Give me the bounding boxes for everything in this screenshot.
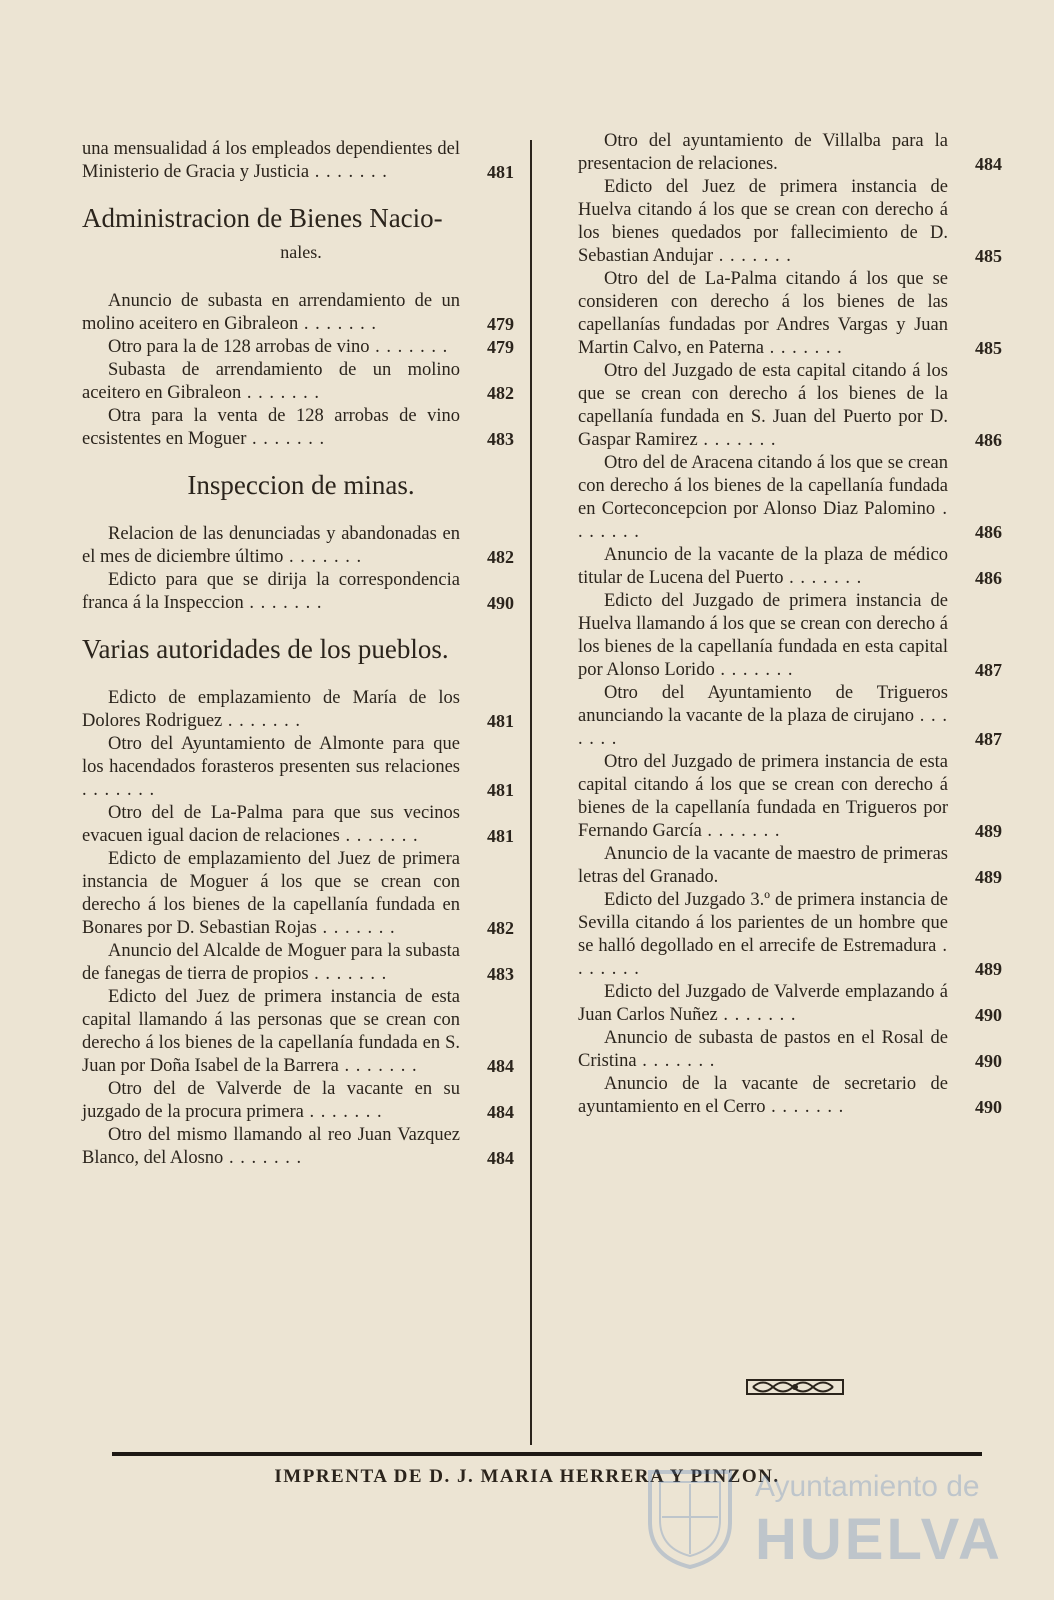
- index-entry: [82, 359, 520, 405]
- index-entry: [82, 733, 520, 802]
- entry-text: Anuncio de subasta en arrendamiento de un molino aceitero en Gibraleon . . .: [82, 290, 460, 336]
- page-number: 486: [975, 568, 1002, 588]
- entry-text: Edicto del Juez de primera instancia de Huelva citando á los que se crean con derecho á los bienes quedados por fallecimiento de D. Sebastian Andujar . . .: [578, 176, 948, 268]
- page-number: 483: [487, 964, 514, 984]
- page-number: 486: [975, 522, 1002, 542]
- entry-text: Edicto del Juzgado 3.º de primera instancia de Sevilla citando á los parientes de un hombre que se halló degollado en el arrecife de Estremadura . . .: [578, 889, 948, 981]
- index-entry: [578, 1073, 1008, 1119]
- page-number: 481: [487, 780, 514, 800]
- entry-text: Edicto de emplazamiento del Juez de primera instancia de Moguer á los que se crean con derecho á los bienes de la capellanía fundada en Bonares por D. Sebastian Rojas . . .: [82, 848, 460, 940]
- index-entry: [82, 940, 520, 986]
- page-number: 490: [975, 1005, 1002, 1025]
- entry-text: Otro del Ayuntamiento de Trigueros anunciando la vacante de la plaza de cirujano . . .: [578, 682, 948, 751]
- index-entry: [578, 452, 1008, 544]
- left-column: [82, 138, 520, 1170]
- page-number: 487: [975, 729, 1002, 749]
- index-entry: [82, 1078, 520, 1124]
- page-number: 481: [487, 711, 514, 731]
- index-entry: [578, 1027, 1008, 1073]
- index-entry: [82, 1124, 520, 1170]
- page-number: 484: [975, 154, 1002, 174]
- printer-imprint: IMPRENTA DE D. J. MARIA HERRERA Y PINZON.: [274, 1466, 780, 1487]
- index-entry: [578, 843, 1008, 889]
- watermark: [640, 1462, 1003, 1582]
- entry-text: Otro del Juzgado de primera instancia de esta capital citando á los que se crean con derecho á bienes de la capellanía fundada en Trigueros por Fernando García . . .: [578, 751, 948, 843]
- page-number: 490: [975, 1051, 1002, 1071]
- entry-text: Anuncio del Alcalde de Moguer para la subasta de fanegas de tierra de propios . . .: [82, 940, 460, 986]
- index-entry: [578, 889, 1008, 981]
- page-number: 482: [487, 918, 514, 938]
- index-entry: [578, 130, 1008, 176]
- page-number: 481: [487, 826, 514, 846]
- page-number: 484: [487, 1102, 514, 1122]
- entry-text: Otro del Juzgado de esta capital citando á los que se crean con derecho á los bienes de la capellanía fundada en S. Juan del Puerto por D. Gaspar Ramirez . . .: [578, 360, 948, 452]
- entry-text: Otro del de La-Palma citando á los que se consideren con derecho á los bienes de las capellanías fundadas por Andres Vargas y Juan Martin Calvo, en Paterna . . .: [578, 268, 948, 360]
- page-number: 482: [487, 383, 514, 403]
- entry-text: Anuncio de la vacante de secretario de ayuntamiento en el Cerro . . .: [578, 1073, 948, 1119]
- section-heading: [82, 202, 520, 268]
- index-entry: [82, 687, 520, 733]
- page-number: 483: [487, 429, 514, 449]
- entry-text: Relacion de las denunciadas y abandonadas en el mes de diciembre último . . .: [82, 523, 460, 569]
- section-heading: [82, 469, 520, 501]
- page-number: 482: [487, 547, 514, 567]
- page-number: 489: [975, 821, 1002, 841]
- entry-text: Otro del de La-Palma para que sus vecinos evacuen igual dacion de relaciones . . .: [82, 802, 460, 848]
- entry-text: Otro del de Aracena citando á los que se crean con derecho á los bienes de la capellanía fundada en Corteconcepcion por Alonso Diaz Palomino . . .: [578, 452, 948, 544]
- entry-text: Otro del mismo llamando al reo Juan Vazquez Blanco, del Alosno . . .: [82, 1124, 460, 1170]
- section-title: Varias autoridades de los pueblos.: [82, 634, 449, 664]
- page-number: 485: [975, 246, 1002, 266]
- entry-text: Anuncio de la vacante de maestro de primeras letras del Granado.: [578, 844, 948, 887]
- section-heading: [82, 633, 520, 665]
- index-entry: [578, 590, 1008, 682]
- page-number: 487: [975, 660, 1002, 680]
- index-entry: [578, 682, 1008, 751]
- section-title: Administracion de Bienes Nacio-: [82, 203, 443, 233]
- column-divider: [530, 140, 532, 1445]
- index-entry: [578, 544, 1008, 590]
- index-entry: [82, 802, 520, 848]
- entry-text: Anuncio de subasta de pastos en el Rosal de Cristina . . .: [578, 1027, 948, 1073]
- page-number: 489: [975, 959, 1002, 979]
- page-number: 486: [975, 430, 1002, 450]
- watermark-line1: Ayuntamiento de: [755, 1470, 980, 1503]
- entry-text: Edicto para que se dirija la correspondencia franca á la Inspeccion . . .: [82, 569, 460, 615]
- entry-text: Otro del de Valverde de la vacante en su juzgado de la procura primera . . .: [82, 1078, 460, 1124]
- index-entry: [578, 751, 1008, 843]
- entry-text: Edicto del Juzgado de primera instancia de Huelva llamando á los que se crean con derecho á los bienes de la capellanía fundada en esta capital por Alonso Lorido . . .: [578, 590, 948, 682]
- index-entry: [578, 268, 1008, 360]
- index-entry: [578, 176, 1008, 268]
- entry-text: Otro del ayuntamiento de Villalba para la presentacion de relaciones.: [578, 131, 948, 174]
- section-title: Inspeccion de minas.: [187, 470, 415, 500]
- entry-text: Anuncio de la vacante de la plaza de médico titular de Lucena del Puerto . . .: [578, 544, 948, 590]
- entry-text: una mensualidad á los empleados dependientes del Ministerio de Gracia y Justicia . . .: [82, 138, 460, 184]
- index-entry: [82, 848, 520, 940]
- index-entry: [82, 569, 520, 615]
- entry-text: Otro para la de 128 arrobas de vino . . .: [82, 336, 460, 359]
- ornament-icon: [745, 1376, 845, 1398]
- index-entry: [82, 405, 520, 451]
- footer-rule: [112, 1452, 982, 1456]
- entry-text: Edicto del Juez de primera instancia de esta capital llamando á las personas que se crean con derecho á los bienes de la capellanía fundada en S. Juan por Doña Isabel de la Barrera . . .: [82, 986, 460, 1078]
- entry-text: Subasta de arrendamiento de un molino aceitero en Gibraleon . . .: [82, 359, 460, 405]
- index-entry: [82, 986, 520, 1078]
- page-number: 490: [975, 1097, 1002, 1117]
- index-entry: [578, 360, 1008, 452]
- page-number: 485: [975, 338, 1002, 358]
- entry-text: Otro del Ayuntamiento de Almonte para que los hacendados forasteros presenten sus relaciones . . .: [82, 733, 460, 802]
- section-title-continuation: nales.: [280, 242, 322, 262]
- coat-of-arms-icon: [640, 1462, 740, 1572]
- entry-text: Edicto del Juzgado de Valverde emplazando á Juan Carlos Nuñez . . .: [578, 981, 948, 1027]
- index-entry: [578, 981, 1008, 1027]
- index-entry: [82, 523, 520, 569]
- page-number: 481: [487, 162, 514, 182]
- index-entry: [82, 336, 520, 359]
- page-number: 484: [487, 1056, 514, 1076]
- page-number: 490: [487, 593, 514, 613]
- page-number: 489: [975, 867, 1002, 887]
- page-number: 484: [487, 1148, 514, 1168]
- watermark-line2: HUELVA: [755, 1507, 1003, 1572]
- index-entry: [82, 138, 520, 184]
- page-number: 479: [487, 337, 514, 357]
- entry-text: Edicto de emplazamiento de María de los Dolores Rodriguez . . .: [82, 687, 460, 733]
- entry-text: Otra para la venta de 128 arrobas de vino ecsistentes en Moguer . . .: [82, 405, 460, 451]
- index-entry: [82, 290, 520, 336]
- page-number: 479: [487, 314, 514, 334]
- right-column: [578, 130, 1008, 1119]
